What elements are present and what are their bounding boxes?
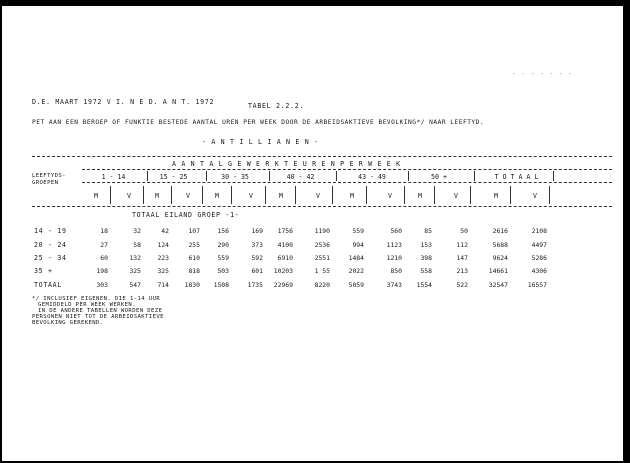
table-row-cell: 558 <box>420 267 432 275</box>
total-row-cell: 303 <box>96 281 108 289</box>
table-row-cell: 85 <box>424 227 432 235</box>
table-row-cell: 4100 <box>277 241 293 249</box>
table-row-cell: 1756 <box>277 227 293 235</box>
column-divider <box>332 186 333 204</box>
table-row-cell: 1210 <box>386 254 402 262</box>
hour-group-divider <box>336 171 337 181</box>
table-row-cell: 2022 <box>348 267 364 275</box>
sex-header: V <box>127 192 131 200</box>
column-divider <box>434 186 435 204</box>
table-row-cell: 559 <box>352 227 364 235</box>
header-left: D.E. MAART 1972 V I. N E D. A N T. 1972 <box>32 98 215 106</box>
sex-header: V <box>186 192 190 200</box>
table-row-cell: 124 <box>157 241 169 249</box>
footnote-line: BEVOLKING GEREKEND. <box>32 320 104 326</box>
hour-group-divider <box>553 171 554 181</box>
column-divider <box>265 186 266 204</box>
total-row-cell: 1830 <box>184 281 200 289</box>
total-row-cell: 1554 <box>416 281 432 289</box>
hour-group-1: 15 - 25 <box>159 173 188 181</box>
sex-header: M <box>350 192 354 200</box>
column-divider <box>470 186 471 204</box>
sex-header: V <box>454 192 458 200</box>
table-row-label: 35 + <box>34 267 53 275</box>
hour-group-3: 40 - 42 <box>286 173 315 181</box>
column-divider <box>110 186 111 204</box>
section-label: TOTAAL EILAND GROEP -1- <box>132 211 240 219</box>
table-row-cell: 560 <box>390 227 402 235</box>
table-row-label: 25 - 34 <box>34 254 67 262</box>
rule-top <box>32 156 612 157</box>
table-row-cell: 27 <box>100 241 108 249</box>
total-row-cell: 3743 <box>386 281 402 289</box>
total-row-cell: 1735 <box>247 281 263 289</box>
table-row-cell: 60 <box>100 254 108 262</box>
table-row-cell: 107 <box>188 227 200 235</box>
table-row-cell: 50 <box>460 227 468 235</box>
total-row-cell: 522 <box>456 281 468 289</box>
sex-header: V <box>533 192 537 200</box>
column-divider <box>404 186 405 204</box>
table-row-cell: 5688 <box>492 241 508 249</box>
table-row-cell: 2108 <box>531 227 547 235</box>
scan-border <box>623 0 630 463</box>
sex-header: M <box>155 192 159 200</box>
total-row-cell: 714 <box>157 281 169 289</box>
column-divider <box>295 186 296 204</box>
table-row-cell: 112 <box>456 241 468 249</box>
footnote-line: GEMIDDELD PER WEEK WERKEN. <box>38 302 136 308</box>
sex-header: M <box>215 192 219 200</box>
hour-group-0: 1 - 14 <box>101 173 126 181</box>
column-divider <box>171 186 172 204</box>
table-row-cell: 503 <box>217 267 229 275</box>
hour-group-divider <box>474 171 475 181</box>
table-subtitle: - A N T I L L I A N E N - <box>202 138 319 146</box>
hour-group-5: 50 + <box>431 173 447 181</box>
hour-group-4: 43 - 49 <box>358 173 386 181</box>
column-divider <box>202 186 203 204</box>
stub-line-2: GROEPEN <box>32 180 59 186</box>
document-page <box>2 6 623 461</box>
table-row-cell: 818 <box>188 267 200 275</box>
table-row-label: 20 - 24 <box>34 241 67 249</box>
footnote-line: */ INCLUSIEF EIGENEN. DIE 1-14 UUR <box>32 296 161 302</box>
table-title: PET AAN EEN BEROEP OF FUNKTIE BESTEDE AANTAL UREN PER WEEK DOOR DE ARBEIDSAKTIEVE BEVOLKING*/ NAAR LEEFTYD. <box>32 119 485 126</box>
table-row-cell: 58 <box>133 241 141 249</box>
table-row-cell: 373 <box>251 241 263 249</box>
table-row-cell: 132 <box>129 254 141 262</box>
total-row-cell: 16557 <box>527 281 547 289</box>
table-row-cell: 198 <box>96 267 108 275</box>
sex-header: V <box>249 192 253 200</box>
table-row-cell: 213 <box>456 267 468 275</box>
column-divider <box>510 186 511 204</box>
footnote-line: IN DE ANDERE TABELLEN WORDEN DEZE <box>38 308 163 314</box>
hour-group-6: T O T A A L <box>494 173 539 181</box>
sex-header: M <box>418 192 422 200</box>
column-divider <box>231 186 232 204</box>
hour-group-2: 30 - 35 <box>221 173 249 181</box>
table-row-cell: 559 <box>217 254 229 262</box>
table-row-cell: 4497 <box>531 241 547 249</box>
total-row-cell: 547 <box>129 281 141 289</box>
table-row-cell: 32 <box>133 227 141 235</box>
table-row-cell: 2616 <box>492 227 508 235</box>
table-row-cell: 1484 <box>348 254 364 262</box>
table-row-cell: 42 <box>161 227 169 235</box>
sex-header: V <box>388 192 392 200</box>
table-row-cell: 14661 <box>488 267 508 275</box>
tabel-number: TABEL 2.2.2. <box>248 102 305 110</box>
hours-group-label: A A N T A L G E W E R K T E U R E N P E R W E E K <box>172 160 401 168</box>
column-divider <box>143 186 144 204</box>
table-row-cell: 6910 <box>277 254 293 262</box>
table-row-cell: 4306 <box>531 267 547 275</box>
table-row-cell: 592 <box>251 254 263 262</box>
table-row-cell: 223 <box>157 254 169 262</box>
total-row-label: TOTAAL <box>34 281 63 289</box>
rule-group <box>82 169 612 170</box>
total-row-cell: 5059 <box>348 281 364 289</box>
table-row-cell: 610 <box>188 254 200 262</box>
table-row-cell: 255 <box>188 241 200 249</box>
table-row-cell: 9624 <box>492 254 508 262</box>
stub-line-1: LEEFTYDS- <box>32 173 66 179</box>
table-row-cell: 2551 <box>314 254 330 262</box>
table-row-cell: 10203 <box>273 267 293 275</box>
table-row-cell: 18 <box>100 227 108 235</box>
sex-header: M <box>94 192 98 200</box>
table-row-cell: 994 <box>352 241 364 249</box>
table-row-cell: 290 <box>217 241 229 249</box>
table-row-cell: 325 <box>157 267 169 275</box>
table-row-label: 14 - 19 <box>34 227 67 235</box>
total-row-cell: 8220 <box>314 281 330 289</box>
table-row-cell: 5286 <box>531 254 547 262</box>
column-divider <box>549 186 550 204</box>
table-row-cell: 169 <box>251 227 263 235</box>
total-row-cell: 32547 <box>488 281 508 289</box>
table-row-cell: 147 <box>456 254 468 262</box>
corner-mark: - - - - - - - <box>512 70 573 78</box>
table-row-cell: 325 <box>129 267 141 275</box>
table-row-cell: 601 <box>251 267 263 275</box>
rule-header-bottom <box>32 206 612 207</box>
sex-header: M <box>494 192 498 200</box>
sex-header: V <box>316 192 320 200</box>
table-row-cell: 850 <box>390 267 402 275</box>
total-row-cell: 22969 <box>273 281 293 289</box>
table-row-cell: 1123 <box>386 241 402 249</box>
table-row-cell: 1190 <box>314 227 330 235</box>
sex-header: M <box>279 192 283 200</box>
table-row-cell: 1 55 <box>314 267 330 275</box>
table-row-cell: 153 <box>420 241 432 249</box>
rule-hours <box>82 182 612 183</box>
column-divider <box>366 186 367 204</box>
table-row-cell: 2536 <box>314 241 330 249</box>
table-row-cell: 156 <box>217 227 229 235</box>
total-row-cell: 1508 <box>213 281 229 289</box>
footnote-line: PERSONEN NIET TOT DE ARBEIDSAKTIEVE <box>32 314 164 320</box>
table-row-cell: 398 <box>420 254 432 262</box>
